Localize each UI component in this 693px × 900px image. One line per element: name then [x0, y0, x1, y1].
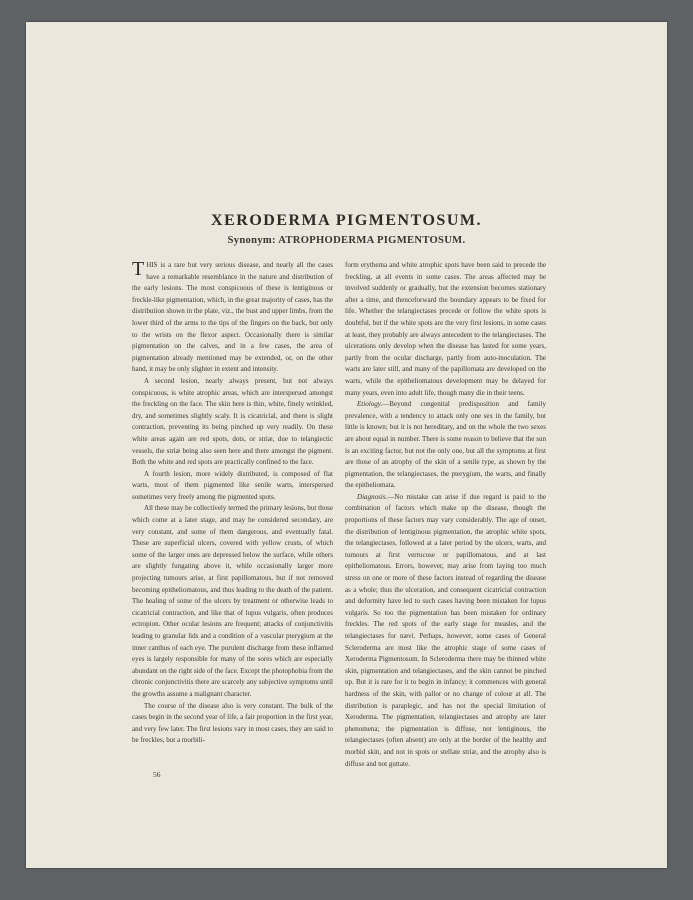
drop-cap: T	[132, 260, 145, 280]
right-text-column	[345, 260, 546, 790]
paragraph: A second lesion, nearly always present, but not always conspicuous, is white atrophic areas, which are interspersed amongst the freckling on the face. The skin here is thin, white, finely wrinkled, dry, and sometimes slightly scaly. It is cicatricial, and there is slight contraction, preventing its being pinched up very readily. On these white areas again are red spots, dots, or striæ, due to telangiectic vessels, the striæ being also seen here and there amongst the pigment. Both the white and red spots are practically confined to the face.	[132, 376, 333, 467]
left-text-column	[132, 260, 333, 790]
section-label-etiology: Etiology.	[357, 400, 383, 409]
synonym-subtitle: Synonym: ATROPHODERMA PIGMENTOSUM.	[227, 235, 466, 246]
section-label-diagnosis: Diagnosis.	[357, 492, 388, 501]
paragraph: THIS is a rare but very serious disease, and nearly all the cases have a remarkable resemblance in the nature and distribution of the early lesions. The most conspicuous of these is lentiginous or freckle-like pigmentation, which, in the great majority of cases, has the distribution shown in the plate, viz., the bust and upper limbs, from the lower third of the arms to the tips of the fingers on the back, but only to the wrists on the flexor aspect. Occasionally there is similar pigmentation on the calves, and in a few cases, the area of pigmentation already mentioned may be extended, or, on the other hand, it may be only slighter in extent and intensity.	[132, 260, 333, 374]
paragraph: form erythema and white atrophic spots have been said to precede the freckling, at all events in some cases. The areas affected may be involved suddenly or gradually, but the extension becomes stationary after a time, and thenceforward the boundary appears to be fixed for life. Whether the telangiectases precede or follow the white spots is doubtful, but if the white spots are the very first lesions, in some cases at least, they probably are always antecedent to the telangiectases. The ulcerations only develop when the disease has lasted for some years, partly from the ocular discharge, partly from auto-inoculation. The warts are later still, and many of the papillomata are developed on the warts, while the epitheliomatous development may be delayed for many years, even into adult life, though many die in their teens.	[345, 261, 546, 397]
page-number: 56	[153, 770, 161, 779]
page-title: XERODERMA PIGMENTOSUM.	[211, 212, 482, 229]
paragraph: Etiology.—Beyond congenital predisposition and family prevalence, with a tendency to attack only one sex in the family, but little is known; but it is not hereditary, and on the whole the two sexes are about equal in number. There is some reason to believe that the sun is an exciting factor, but not the only one, but all the symptoms at first are those of an atrophy of the skin of a senile type, as shown by the pigmentation, the telangiectases, the pterygium, the warts, and finally the epitheliomata.	[345, 400, 546, 490]
book-page	[26, 22, 667, 868]
paragraph: All these may be collectively termed the primary lesions, but those which come at a later stage, and may be considered secondary, are very constant, and some of them dangerous, and eventually fatal. These are superficial ulcers, covered with yellow crusts, of which some of the larger ones are depressed below the surface, while others are slightly fungating above it, while occasionally larger more projecting tumours arise, at first papillomatous, but if not removed becoming epitheliomatous, and thus leading to the death of the patient. The healing of some of the ulcers by treatment or otherwise leads to cicatricial contraction, and like that of lupus vulgaris, often produces ectropion. Other ocular lesions are frequent; attacks of conjunctivitis leading to granular lids and a condition of a vascular pterygium at the inner canthus of each eye. The purulent discharge from these inflamed eyes is largely responsible for many of the sores which are especially abundant on the right side of the face. Except the photophobia from the chronic conjunctivitis there are scarcely any subjective symptoms until the growths assume a malignant character.	[132, 504, 333, 698]
paragraph: The course of the disease also is very constant. The bulk of the cases begin in the second year of life, a fair proportion in the first year, and very few later. The first lesions vary in most cases, they are said to be freckles, but a morbili-	[132, 701, 333, 745]
paragraph: A fourth lesion, more widely distributed, is composed of flat warts, most of them pigmented like senile warts, interspersed sometimes very freely among the pigmented spots.	[132, 469, 333, 501]
paragraph: Diagnosis.—No mistake can arise if due regard is paid to the combination of factors which make up the disease, though the proportions of these factors may vary considerably. The age of onset, the distribution of lentiginous pigmentation, the atrophic white spots, the telangiectases, followed at a later period by the ulcers, warts, and tumours at first verrucose or papillomatous, and at last epitheliomatous. Errors, however, may arise from laying too much stress on one or more of these factors instead of regarding the disease as a whole; thus the ulceration, and consequent cicatricial contraction and deformity have led to such cases having been mistaken for lupus vulgaris. So too the pigmentation has been mistaken for ordinary freckles. The red spots of the early stage for measles, and the telangiectases for nævi. Perhaps, however, some cases of General Scleroderma are most like the atrophic stage of some cases of Xeroderma Pigmentosum. In Scleroderma there may be thinned white skin, pigmentation and telangiectases, and the skin cannot be pinched up. But it is rare for it to begin in infancy; it commences with general hardness of the skin, with pallor or no change of colour at all. The distribution is paraplegic, and has not the special limitation of Xeroderma. The pigmentation, telangiectases and atrophy are later phenomena; the pigmentation is diffuse, not lentiginous, the telangiectases (often absent) are only at the border of the healthy and morbid skin, and not in spots or stellate striæ, and the atrophy also is diffuse and not guttate.	[345, 492, 546, 768]
